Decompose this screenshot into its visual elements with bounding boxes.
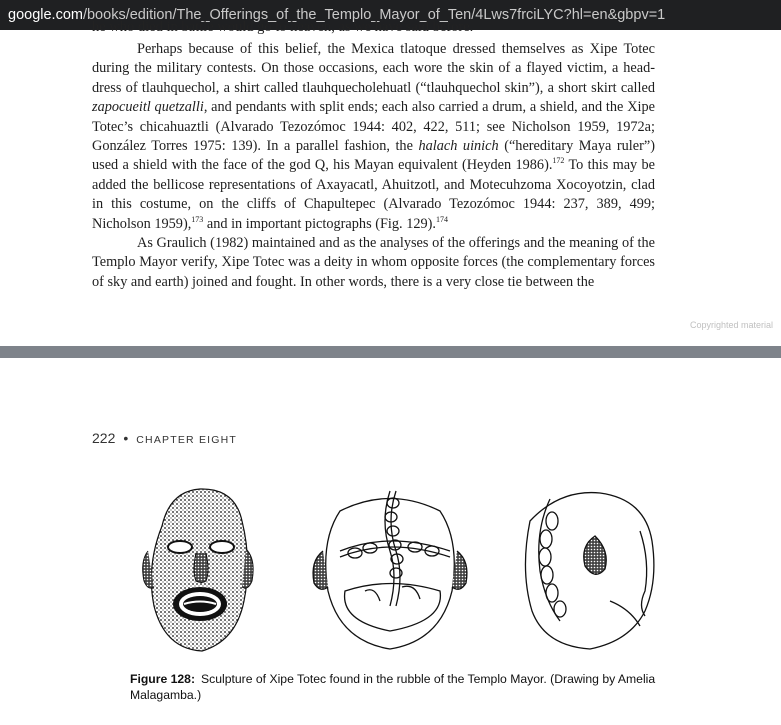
page-number: 222: [92, 430, 116, 446]
footnote-ref-173: 173: [191, 214, 204, 224]
url-path: /books/edition/The_Offerings_of_the_Templo_Mayor_of_Ten/4Lws7frciLYC?hl=en&gbpv=1: [82, 7, 666, 23]
copyright-notice: Copyrighted material: [689, 320, 773, 330]
paragraph-1: Perhaps because of this belief, the Mexica tlatoque dressed themselves as Xipe Totec during the military contests. On those occasions, each wore the skin of a flayed victim, a head-dress of tlauhquechol, a shirt called tlauhquecholehuatl (“tlauhquechol skin”), a short skirt called zapocueitl quetzalli, and pendants with split ends; each also carried a drum, a shield, and the Xipe Totec’s chicahuaztli (Alvarado Tezozómoc 1944: 402, 422, 511; see Nicholson 1959, 1972a; González Torres 1975: 139). In a parallel fashion, the halach uinich (“hereditary Maya ruler”) used a shield with the face of the god Q, his Mayan equivalent (Heyden 1986).$^{172}$ To this may be added the bellicose representations of Axayacatl, Ahuitzotl, and Motecuhzoma Xocoyotzin, clad in this costume, on the cliffs of Chapultepec (Alvarado Tezozómoc 1944: 237, 389, 499; Nicholson 1959),$^{173}$ and in important pictographs (Fig. 129).$^{174}$: [92, 41, 655, 232]
book-page-lower: [0, 358, 781, 725]
head-side-line-drawing: [525, 493, 653, 649]
running-head: [92, 430, 237, 448]
footnote-ref-172: 172: [552, 156, 565, 166]
figure-label: Figure 128:: [130, 672, 196, 686]
head-back-line-drawing: [313, 491, 467, 649]
body-text: [92, 40, 655, 292]
paragraph-2: As Graulich (1982) maintained and as the analyses of the offerings and the meaning of the Templo Mayor verify, Xipe Totec was a deity in whom opposite forces (the complementary forces of sky and earth) joined and fought. In other words, there is a very close tie between the: [92, 235, 655, 290]
url-host: google.com: [8, 7, 83, 23]
face-front-stippled-drawing: [143, 489, 253, 651]
xipe-totec-sculpture-drawings: [140, 491, 660, 661]
cut-off-text-line: he who died in battle would go to heaven, as we have said before.: [92, 19, 474, 35]
figure-caption: [130, 671, 670, 703]
bullet-separator: •: [123, 430, 129, 446]
footnote-ref-174: 174: [435, 214, 448, 224]
figure-caption-text: Sculpture of Xipe Totec found in the rubble of the Templo Mayor. (Drawing by Amelia Malagamba.): [130, 672, 656, 702]
book-page-upper: [0, 19, 781, 346]
chapter-title: CHAPTER EIGHT: [136, 434, 238, 446]
page-divider: [0, 346, 781, 358]
